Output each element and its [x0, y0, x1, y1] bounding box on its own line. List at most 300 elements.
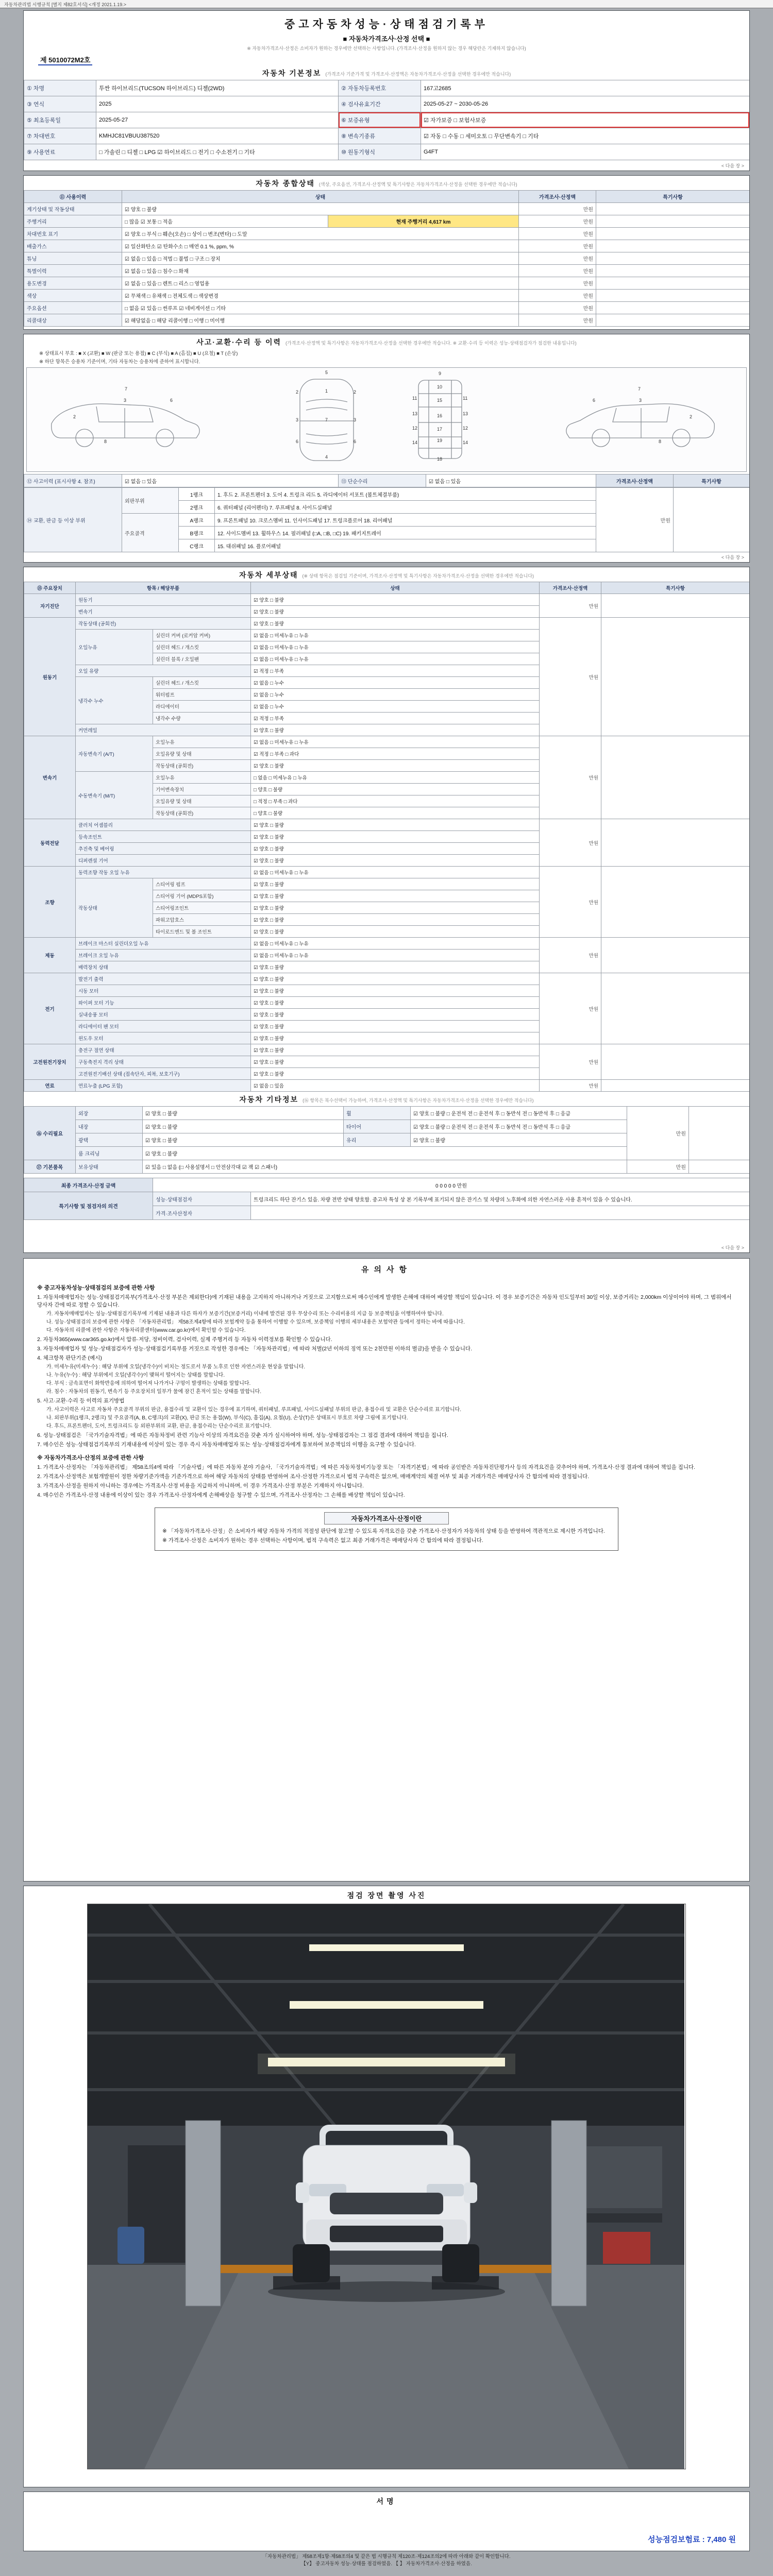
table-cell	[596, 314, 750, 327]
plate-no-value: 167고2685	[421, 80, 750, 96]
svg-text:6: 6	[593, 398, 596, 403]
car-damage-diagram	[26, 367, 747, 472]
table-cell: 자동변속기 (A/T)	[76, 736, 153, 772]
table-cell	[601, 1080, 750, 1092]
table-cell[interactable]: ☑ 양호 □ 불량	[143, 1147, 627, 1160]
exchange-panel-label: ⑭ 교환, 판금 등 이상 부위	[24, 488, 122, 552]
table-cell: 만원	[596, 488, 674, 552]
transmission-checkboxes[interactable]: ☑ 자동 □ 수동 □ 세미오토 □ 무단변속기 □ 기타	[421, 128, 750, 144]
svg-text:13: 13	[412, 411, 418, 416]
table-cell: ⑩ 원동기형식	[339, 144, 421, 160]
label-car-name: ① 차명	[24, 80, 96, 96]
table-cell	[601, 736, 750, 819]
table-cell: 배출가스	[24, 240, 122, 252]
table-cell: 계기상태 및 작동상태	[24, 203, 122, 215]
notice-line: 나. 성능·상태점검의 보증에 관한 사항은 「자동차관리법」 제58조제4항에 따라 보험계약 등을 통하여 이행할 수 있으며, 보증책임 이행의 세부내용은 보험약관 등에서 정하는 바에 따릅니다.	[46, 1319, 465, 1325]
table-cell[interactable]: ☑ 양호 □ 불량	[251, 1009, 540, 1021]
next-page-marker: < 다음 장 >	[721, 1245, 744, 1250]
column-header-cell: 항목 / 해당부품	[76, 582, 251, 594]
svg-text:8: 8	[104, 439, 107, 444]
table-cell: 만원	[519, 228, 596, 240]
overall-note: (색상, 주요옵션, 가격조사·산정액 및 특기사항은 자동차가격조사·산정을 선택한 경우에만 적습니다)	[318, 182, 517, 187]
notice-line: 4. 체크항목 판단기준 (예시)	[37, 1355, 102, 1361]
svg-text:3: 3	[124, 398, 127, 403]
notice-line: ※ 「자동차가격조사·산정」은 소비자가 해당 자동차 가격의 적절성 판단에 참고할 수 있도록 자격요건을 갖춘 가격조사·산정자가 자동차의 상태 등을 반영하여 객관적으로 제시한 가격입니다.	[162, 1528, 605, 1534]
price-survey-select-banner: ■ 자동차가격조사·산정 선택 ■	[343, 35, 430, 43]
table-cell: 광택	[76, 1133, 143, 1147]
table-cell[interactable]: ☑ 양호 □ 불량	[143, 1120, 344, 1133]
table-cell: 충전구 절연 상태	[76, 1044, 251, 1056]
special-history-checkboxes[interactable]: ☑ 없음 □ 있음 □ 침수 □ 화재	[122, 265, 519, 277]
table-cell[interactable]: ☑ 양호 □ 불량	[251, 594, 540, 606]
table-cell: 만원	[519, 265, 596, 277]
table-cell[interactable]: ☑ 없음 □ 미세누유 □ 누유	[251, 867, 540, 878]
table-cell: 용도변경	[24, 277, 122, 290]
inspection-photo	[87, 1904, 686, 2469]
footer-legal-text	[23, 2553, 750, 2568]
table-cell: 만원	[627, 1160, 689, 1174]
table-cell	[596, 240, 750, 252]
table-cell[interactable]: ☑ 양호 □ 불량	[251, 831, 540, 843]
table-cell[interactable]: ☑ 없음 □ 미세누유 □ 누유	[251, 950, 540, 961]
odometer-value: 현재 주행거리 4,617 km	[328, 215, 519, 228]
price-survey-info-title: 자동차가격조사·산정이란	[324, 1512, 449, 1524]
svg-text:4: 4	[325, 454, 328, 460]
form-reference-strip: 자동차관리법 시행규칙 [별지 제82호서식] <개정 2021.1.19.>	[0, 0, 773, 8]
table-cell	[596, 203, 750, 215]
table-cell: 오일 유량	[76, 665, 251, 677]
table-cell[interactable]: ☑ 없음 □ 미세누유 □ 누유	[251, 641, 540, 653]
table-cell[interactable]: □ 양호 □ 불량	[251, 807, 540, 819]
table-cell[interactable]: ☑ 양호 □ 불량	[251, 1044, 540, 1056]
notice-line: 7. 매수인은 성능·상태점검기록부의 기재내용에 이상이 있는 경우 즉시 자동차매매업자 또는 성능·상태점검자에게 통보하여 보증책임의 이행을 요구할 수 있습니다.	[37, 1442, 416, 1448]
table-cell[interactable]: ☑ 양호 □ 불량	[251, 760, 540, 772]
table-cell: 실내송풍 모터	[76, 1009, 251, 1021]
accident-history-panel	[23, 334, 750, 563]
notice-line: 가. 미세누유(미세누수) : 해당 부위에 오일(냉각수)이 비치는 정도로서 부품 노후로 인한 자연스러운 현상을 말합니다.	[46, 1364, 306, 1370]
table-cell: 등속조인트	[76, 831, 251, 843]
table-cell: 수동변속기 (M/T)	[76, 772, 153, 819]
usage-change-checkboxes[interactable]: ☑ 없음 □ 있음 □ 렌트 □ 리스 □ 영업용	[122, 277, 519, 290]
car-top-frame-view	[418, 380, 462, 459]
table-cell: 실린더 블록 / 오일팬	[153, 653, 251, 665]
emission-checkboxes[interactable]: ☑ 일산화탄소 ☑ 탄화수소 □ 매연 0.1 %, ppm, %	[122, 240, 519, 252]
svg-text:2: 2	[73, 414, 76, 419]
notice-line: 6. 성능·상태점검은 「국가기술자격법」에 따른 자동차정비 관련 기능사 이상의 자격요건을 갖춘 자가 실시하여야 하며, 성능·상태점검자는 그 점검 결과에 대하여 책임을 집니다.	[37, 1432, 448, 1438]
table-cell: ⑧ 변속기종류	[339, 128, 421, 144]
table-cell[interactable]: □ 양호 □ 불량	[251, 784, 540, 795]
svg-text:7: 7	[325, 417, 328, 422]
table-cell[interactable]: ☑ 없음 □ 누수	[251, 677, 540, 689]
table-cell	[596, 302, 750, 314]
photo-panel	[23, 1886, 750, 2487]
svg-text:2: 2	[354, 389, 357, 395]
option-checkboxes[interactable]: □ 없음 ☑ 있음 □ 썬루프 ☑ 네비게이션 □ 기타	[122, 302, 519, 314]
table-cell: 만원	[519, 314, 596, 327]
table-cell[interactable]: ☑ 없음 □ 미세누유 □ 누유	[251, 630, 540, 641]
svg-text:8: 8	[659, 439, 662, 444]
document-number: 제 5010072M2호	[24, 52, 749, 65]
inspection-period-value: 2025-05-27 ~ 2030-05-26	[421, 96, 750, 112]
column-header-cell: 특기사항	[601, 582, 750, 594]
svg-text:2: 2	[296, 389, 299, 395]
inspection-photo-svg	[88, 1904, 684, 2469]
table-cell	[601, 819, 750, 867]
table-cell: 주요옵션	[24, 302, 122, 314]
table-cell[interactable]: ☑ 없음 □ 있음	[251, 1080, 540, 1092]
basic-info-note: (가격조사 기준가격 및 가격조사·산정액은 자동차가격조사·산정을 선택한 경우에만 적습니다)	[325, 72, 511, 77]
table-cell: 연료누출 (LPG 포함)	[76, 1080, 251, 1092]
basic-info-title: 자동차 기본정보	[262, 69, 322, 77]
table-cell: 실린더 헤드 / 개스킷	[153, 677, 251, 689]
svg-text:14: 14	[412, 440, 418, 445]
svg-text:1: 1	[325, 388, 328, 394]
notice-line: 1. 자동차매매업자는 성능·상태점검기록부(가격조사·산정 부분은 제외한다)에 기재된 내용을 고지하지 아니하거나 거짓으로 고지함으로써 매수인에게 발생한 손해에 대하여 배상할 책임이 있습니다. 이 경우 보증기간은 자동차 인도일부터 30일 이상, 보증거리는 2,000km 이상이어야 하며, 그 범위에서 당사자 간에 따로 정할 수 있습니다.	[37, 1294, 732, 1308]
table-cell[interactable]: ☑ 양호 □ 불량	[143, 1107, 344, 1120]
notice-line: 나. 누유(누수) : 해당 부위에서 오일(냉각수)이 맺혀서 떨어지는 상태를 말합니다.	[46, 1372, 225, 1378]
svg-text:11: 11	[412, 396, 417, 401]
table-cell: 기어변속장치	[153, 784, 251, 795]
notice-line: 나. 외판부위(1랭크, 2랭크) 및 주요골격(A, B, C랭크)의 교환(X), 판금 또는 용접(W), 부식(C), 흠집(A), 요철(U), 손상(T)은 상태표시 부호로 차량 그림에 표기합니다.	[46, 1415, 408, 1421]
table-cell[interactable]: ☑ 양호 □ 불량	[251, 1021, 540, 1032]
car-side-right-view	[566, 404, 714, 447]
table-cell[interactable]: ☑ 양호 □ 불량	[251, 855, 540, 867]
svg-text:3: 3	[354, 417, 357, 422]
table-cell: 고전원전기배선 상태 (접속단자, 피복, 보호기구)	[76, 1068, 251, 1080]
etc-note: (⑯ 항목은 복수선택이 가능하며, 가격조사·산정액 및 특기사항은 자동차가격조사·산정을 선택한 경우에만 적습니다)	[303, 1098, 534, 1103]
table-cell[interactable]: ☑ 없음 □ 미세누유 □ 누유	[251, 736, 540, 748]
table-cell: 룸 크리닝	[76, 1147, 143, 1160]
mileage-level-checkboxes[interactable]: □ 많음 ☑ 보통 □ 적음	[122, 215, 328, 228]
first-reg-date-value: 2025-05-27	[96, 112, 339, 128]
table-cell: 차대번호 표기	[24, 228, 122, 240]
basic-info-table	[24, 80, 750, 160]
table-cell: 만원	[540, 938, 601, 973]
notice-line: 3. 가격조사·산정을 원하지 아니하는 경우에는 가격조사·산정 비용을 지급하지 아니하며, 이 경우 가격조사·산정 부분은 기재하지 아니합니다.	[37, 1483, 364, 1489]
table-cell: 고전원전기장치	[24, 1044, 76, 1080]
table-cell: 내장	[76, 1120, 143, 1133]
table-cell: 외판부위	[122, 488, 179, 514]
table-cell	[596, 290, 750, 302]
table-cell[interactable]: ☑ 양호 □ 불량	[251, 902, 540, 914]
table-cell: ⑨ 사용연료	[24, 144, 96, 160]
table-cell[interactable]: ☑ 양호 □ 불량	[251, 1056, 540, 1068]
table-cell: 만원	[519, 290, 596, 302]
table-cell: 특별이력	[24, 265, 122, 277]
svg-text:6: 6	[296, 439, 299, 444]
table-cell: 튜닝	[24, 252, 122, 265]
table-cell: 작동상태 (공회전)	[76, 618, 251, 630]
notice-panel	[23, 1258, 750, 1882]
detail-condition-table	[24, 582, 750, 1092]
table-cell: 작동상태 (공회전)	[153, 807, 251, 819]
footer-line1: 「자동차관리법」 제58조제1항·제58조의4 및 같은 법 시행규칙 제120조·제124조의2에 따라 아래와 같이 확인합니다.	[262, 2554, 511, 2560]
table-cell: 2랭크	[179, 501, 215, 514]
table-cell[interactable]: □ 없음 □ 미세누유 □ 누유	[251, 772, 540, 784]
table-cell: 변속기	[24, 736, 76, 819]
table-cell: 만원	[540, 973, 601, 1044]
svg-text:7: 7	[125, 386, 128, 392]
table-cell: 만원	[540, 819, 601, 867]
inspector-opinion-text: 트렁크리드 하단 잔기스 있음. 차량 전반 상태 양호함. 중고차 특성 상 본 기록부에 표기되지 않은 잔기스 및 차량의 노후화에 의한 자연스러운 사용 흔적이 있을 수 있습니다.	[251, 1192, 750, 1206]
next-page-marker: < 다음 장 >	[721, 163, 744, 168]
table-cell[interactable]: ☑ 없음 □ 누수	[251, 701, 540, 713]
overall-title: 자동차 종합상태	[256, 179, 315, 188]
notice-line: 가. 자동차매매업자는 성능·상태점검기록부에 기재된 내용과 다른 하자가 보증기간(보증거리) 이내에 발견된 경우 무상수리 또는 수리비용의 지급 등 보증책임을 이행하여야 합니다.	[46, 1311, 444, 1317]
table-cell: 윈도우 모터	[76, 1032, 251, 1044]
notice-line: 3. 자동차매매업자 및 성능·상태점검자가 성능·상태점검기록부를 거짓으로 작성한 경우에는 「자동차관리법」에 따라 처벌(2년 이하의 징역 또는 2천만원 이하의 벌금)을 받을 수 있습니다.	[37, 1346, 473, 1352]
table-cell[interactable]: □ 적정 □ 부족 □ 과다	[251, 795, 540, 807]
notice-body	[24, 1283, 749, 1499]
frame-rankA-items[interactable]: 9. 프론트패널 10. 크로스멤버 11. 인사이드패널 17. 트렁크플로어 18. 리어패널	[215, 514, 596, 527]
svg-text:3: 3	[639, 398, 642, 403]
table-cell[interactable]: ☑ 양호 □ 불량	[251, 1068, 540, 1080]
outer-rank1-items[interactable]: 1. 후드 2. 프론트펜더 3. 도어 4. 트렁크 리드 5. 라디에이터 서포트 (볼트체결부품)	[215, 488, 596, 501]
table-cell: 전기	[24, 973, 76, 1044]
table-cell: 만원	[627, 1107, 689, 1160]
table-cell	[596, 277, 750, 290]
table-cell[interactable]: ☑ 양호 □ 불량	[251, 724, 540, 736]
table-cell	[601, 1044, 750, 1080]
table-cell[interactable]: ☑ 양호 □ 불량	[251, 1032, 540, 1044]
detail-note: (※ 상태 항목은 점검일 기준이며, 가격조사·산정액 및 특기사항은 자동차가격조사·산정을 선택한 경우에만 적습니다)	[302, 573, 534, 579]
table-cell[interactable]: ☑ 양호 □ 불량 □ 운전석 전 □ 운전석 후 □ 동반석 전 □ 동반석 후 □ 응급	[411, 1107, 627, 1120]
table-cell[interactable]: ☑ 양호 □ 불량	[251, 973, 540, 985]
table-cell: 파워고압호스	[153, 914, 251, 926]
engine-type-value: G4FT	[421, 144, 750, 160]
car-side-left-view	[52, 404, 199, 447]
table-cell: 1랭크	[179, 488, 215, 501]
table-cell: B랭크	[179, 527, 215, 539]
column-header-cell: 특기사항	[596, 191, 750, 203]
next-page-marker: < 다음 장 >	[721, 555, 744, 560]
svg-text:6: 6	[170, 398, 173, 403]
table-cell	[674, 488, 750, 552]
warranty-type-checkboxes[interactable]: ☑ 자가보증 □ 보험사보증	[421, 112, 750, 128]
table-cell	[601, 938, 750, 973]
table-cell	[601, 594, 750, 618]
table-cell: 연료	[24, 1080, 76, 1092]
notice-heading: ※ 자동차가격조사·산정의 보증에 관한 사항	[37, 1455, 144, 1461]
column-header-cell: ⑪ 사용이력	[24, 191, 122, 203]
final-price-table	[24, 1178, 750, 1220]
meter-status-checkboxes[interactable]: ☑ 양호 □ 불량	[122, 203, 519, 215]
table-cell: 커먼레일	[76, 724, 251, 736]
table-cell	[689, 1160, 750, 1174]
table-cell[interactable]: ☑ 양호 □ 불량	[251, 985, 540, 997]
column-header-cell: 가격조사·산정액	[596, 474, 674, 487]
table-cell: 오일누유	[76, 630, 153, 665]
table-cell[interactable]: ☑ 양호 □ 불량	[251, 890, 540, 902]
svg-text:18: 18	[437, 456, 443, 462]
table-cell[interactable]: ☑ 없음 □ 미세누유 □ 누유	[251, 653, 540, 665]
column-header-cell: 가격조사·산정액	[540, 582, 601, 594]
table-cell[interactable]: ☑ 양호 □ 불량	[143, 1133, 344, 1147]
table-cell[interactable]: ☑ 없음 □ 누수	[251, 689, 540, 701]
table-cell[interactable]: ☑ 양호 □ 불량	[251, 997, 540, 1009]
header-panel	[23, 10, 750, 171]
table-cell[interactable]: ☑ 양호 □ 불량	[251, 878, 540, 890]
notice-line: 2. 가격조사·산정액은 보험개발원이 정한 차량기준가액을 기준가격으로 하여 해당 자동차의 상태를 반영하여 조사·산정한 가격으로서 법적 구속력은 없으며, 매매계약의 체결 여부 및 최종 거래가격은 매매당사자 간 합의에 따라 결정됩니다.	[37, 1473, 590, 1480]
table-cell: 냉각수 누수	[76, 677, 153, 724]
notice-line: 다. 후드, 프론트펜더, 도어, 트렁크리드 등 외판부위의 교환, 판금, 용접수리는 단순수리로 표기합니다.	[46, 1423, 272, 1429]
table-cell: 동력전달	[24, 819, 76, 867]
table-cell[interactable]: ☑ 있음 □ 없음 (□ 사용설명서 □ 안전삼각대 ☑ 잭 ☑ 스패너)	[143, 1160, 627, 1174]
table-cell[interactable]: ☑ 적정 □ 부족	[251, 665, 540, 677]
photo-section-title: 점검 장면 촬영 사진	[347, 1891, 426, 1900]
table-cell: 실린더 커버 (로커암 커버)	[153, 630, 251, 641]
svg-text:9: 9	[439, 371, 442, 376]
table-cell: 라디에이터 팬 모터	[76, 1021, 251, 1032]
vin-mark-checkboxes[interactable]: ☑ 양호 □ 부식 □ 훼손(오손) □ 상이 □ 변조(변타) □ 도말	[122, 228, 519, 240]
column-header-cell: 상태	[122, 191, 519, 203]
table-cell: 오일누유	[153, 772, 251, 784]
svg-text:17: 17	[437, 427, 443, 432]
table-cell: 디퍼렌셜 기어	[76, 855, 251, 867]
table-cell: 조향	[24, 867, 76, 938]
table-cell: 타이어	[344, 1120, 411, 1133]
table-cell: A랭크	[179, 514, 215, 527]
table-cell: 자기진단	[24, 594, 76, 618]
table-cell	[596, 215, 750, 228]
recall-checkboxes[interactable]: ☑ 해당없음 □ 해당 리콜이행 □ 이행 □ 미이행	[122, 314, 519, 327]
column-header-cell: 가격조사·산정액	[519, 191, 596, 203]
table-cell: 만원	[519, 240, 596, 252]
notice-line: ※ 가격조사·산정은 소비자가 원하는 경우 선택하는 사항이며, 법적 구속력은 없고 최종 거래가격은 매매당사자 간 합의에 따라 결정됩니다.	[162, 1537, 483, 1544]
table-cell[interactable]: ☑ 양호 □ 불량	[251, 914, 540, 926]
table-cell[interactable]: ☑ 양호 □ 불량	[251, 618, 540, 630]
table-cell: 만원	[540, 867, 601, 938]
table-cell: 만원	[540, 736, 601, 819]
table-cell: 변속기	[76, 606, 251, 618]
table-cell[interactable]: ☑ 양호 □ 불량	[411, 1133, 627, 1147]
table-cell[interactable]: ☑ 적정 □ 부족 □ 과다	[251, 748, 540, 760]
notice-line: 1. 가격조사·산정자는 「자동차관리법」 제58조의4에 따라 「기술사법」에 따른 자동차 분야 기술사, 「국가기술자격법」에 따른 자동차정비기능장 또는 「자격기본법」에 따라 공인받은 자동차진단평가사 등의 자격요건을 갖추어야 하며, 가격조사·산정 결과에 대하여 책임을 집니다.	[37, 1464, 696, 1470]
table-cell: 만원	[519, 277, 596, 290]
table-cell	[601, 973, 750, 1044]
table-cell[interactable]: ☑ 없음 □ 미세누유 □ 누유	[251, 938, 540, 950]
table-cell: ⑤ 최초등록일	[24, 112, 96, 128]
notice-title: 유의사항	[361, 1265, 412, 1274]
tuning-checkboxes[interactable]: ☑ 없음 □ 있음 □ 적법 □ 불법 □ 구조 □ 장치	[122, 252, 519, 265]
notice-line: 라. 침수 : 자동차의 원동기, 변속기 등 주요장치의 일부가 물에 잠긴 흔적이 있는 상태를 말합니다.	[46, 1389, 262, 1395]
column-header-cell: 상태	[251, 582, 540, 594]
car-name-value: 투싼 하이브리드(TUCSON 하이브리드) 디젤(2WD)	[96, 80, 339, 96]
table-cell[interactable]: ☑ 양호 □ 불량	[251, 606, 540, 618]
table-cell: 오일유량 및 상태	[153, 795, 251, 807]
svg-text:11: 11	[463, 396, 468, 401]
fuel-checkboxes[interactable]: □ 가솔린 □ 디젤 □ LPG ☑ 하이브리드 □ 전기 □ 수소전기 □ 기타	[96, 144, 339, 160]
svg-text:14: 14	[463, 440, 468, 445]
table-cell: 배력장치 상태	[76, 961, 251, 973]
table-cell: 구동축전지 격리 상태	[76, 1056, 251, 1068]
table-cell: ⑦ 차대번호	[24, 128, 96, 144]
table-cell: 색상	[24, 290, 122, 302]
detail-condition-panel	[23, 567, 750, 1253]
outer-rank2-items[interactable]: 6. 쿼터패널 (리어펜더) 7. 루프패널 8. 사이드실패널	[215, 501, 596, 514]
car-diagram-svg	[27, 368, 746, 469]
table-cell: 작동상태	[76, 878, 153, 938]
table-cell: 주요골격	[122, 514, 179, 552]
table-cell: 만원	[519, 302, 596, 314]
etc-title: 자동차 기타정보	[239, 1095, 299, 1104]
table-cell: 가격·조사산정자	[153, 1206, 251, 1220]
table-cell	[596, 228, 750, 240]
column-header-cell: ⑮ 주요장치	[24, 582, 76, 594]
accident-history-checkboxes[interactable]: ☑ 없음 □ 있음	[122, 474, 339, 487]
column-header-cell: 특기사항	[674, 474, 750, 487]
table-cell[interactable]: ☑ 양호 □ 불량	[251, 819, 540, 831]
notice-line: 다. 부식 : 금속표면이 화학반응에 의하여 떨어져 나가거나 구멍이 발생하는 상태를 말합니다.	[46, 1381, 251, 1386]
table-cell: 스티어링조인트	[153, 902, 251, 914]
overall-condition-table	[24, 190, 750, 327]
table-cell: ④ 검사유효기간	[339, 96, 421, 112]
footer-line2: 【Y】 중고자동차 성능·상태를 점검하였음. 【 】 자동차가격조사·산정을 하였음.	[301, 2561, 472, 2567]
svg-text:6: 6	[354, 439, 357, 444]
frame-rankC-items[interactable]: 15. 대쉬패널 16. 플로어패널	[215, 539, 596, 552]
svg-text:5: 5	[325, 370, 328, 375]
table-cell: 만원	[540, 618, 601, 736]
simple-repair-checkboxes[interactable]: ☑ 없음 □ 있음	[426, 474, 596, 487]
svg-text:19: 19	[437, 438, 443, 443]
document-title: 중고자동차성능·상태점검기록부	[284, 19, 489, 30]
table-cell: ⑥ 보증유형	[339, 112, 421, 128]
table-cell: 만원	[540, 1080, 601, 1092]
table-cell: 타이로드엔드 및 볼 조인트	[153, 926, 251, 938]
document-header	[24, 11, 749, 52]
frame-rankB-items[interactable]: 12. 사이드멤버 13. 휠하우스 14. 필러패널 (□A, □B, □C) 19. 패키지트레이	[215, 527, 596, 539]
table-cell: 성능·상태점검자	[153, 1192, 251, 1206]
table-cell: 만원	[519, 215, 596, 228]
notice-line: 다. 자동차의 리콜에 관한 사항은 자동차리콜센터(www.car.go.kr)에서 확인할 수 있습니다.	[46, 1328, 246, 1333]
table-cell: 휠	[344, 1107, 411, 1120]
svg-text:13: 13	[463, 411, 468, 416]
table-cell[interactable]: ☑ 적정 □ 부족	[251, 713, 540, 724]
table-cell: 라디에이터	[153, 701, 251, 713]
table-cell[interactable]: ☑ 양호 □ 불량	[251, 926, 540, 938]
price-survey-note: ※ 자동차가격조사·산정은 소비자가 원하는 경우에만 선택하는 사항입니다. (가격조사·산정을 원하지 않는 경우 해당란은 기재하지 않습니다)	[247, 46, 526, 51]
color-checkboxes[interactable]: ☑ 무채색 □ 유채색 □ 전체도색 □ 색상변경	[122, 290, 519, 302]
table-cell: 리콜대상	[24, 314, 122, 327]
table-cell: 워터펌프	[153, 689, 251, 701]
table-cell	[601, 618, 750, 736]
table-cell: 스티어링 펌프	[153, 878, 251, 890]
table-cell	[601, 867, 750, 938]
notice-line: 2. 자동차365(www.car365.go.kr)에서 압류·저당, 정비이력, 검사이력, 실제 주행거리 등 자동차 이력정보를 확인할 수 있습니다.	[37, 1336, 332, 1343]
overall-condition-panel	[23, 175, 750, 330]
svg-text:16: 16	[437, 413, 443, 418]
table-cell	[596, 265, 750, 277]
notice-line: 4. 매수인은 가격조사·산정 내용에 이상이 있는 경우 가격조사·산정자에게 손해배상을 청구할 수 있으며, 가격조사·산정자는 그 손해를 배상할 책임이 있습니다.	[37, 1492, 405, 1498]
table-cell: 만원	[519, 252, 596, 265]
table-cell	[596, 252, 750, 265]
table-cell[interactable]: ☑ 양호 □ 불량 □ 운전석 전 □ 운전석 후 □ 동반석 전 □ 동반석 후 □ 응급	[411, 1120, 627, 1133]
state-symbol-legend: ※ 상태표시 부호 : ■ X (교환) ■ W (판금 또는 용접) ■ C (부식) ■ A (흠집) ■ U (요철) ■ T (손상)	[39, 351, 238, 357]
table-cell: 오일유량 및 상태	[153, 748, 251, 760]
table-cell: 브레이크 마스터 실린더오일 누유	[76, 938, 251, 950]
table-cell: 유리	[344, 1133, 411, 1147]
table-cell[interactable]: ☑ 양호 □ 불량	[251, 843, 540, 855]
svg-text:12: 12	[412, 426, 418, 431]
vehicle-basis-legend: ※ 하단 항목은 승용차 기준이며, 기타 자동차는 승용차에 준하여 표시합니다.	[39, 359, 200, 365]
final-price-value: 0 0 0 0 0 만원	[153, 1178, 750, 1192]
table-cell: 클러치 어셈블리	[76, 819, 251, 831]
table-cell: 제동	[24, 938, 76, 973]
table-cell: C랭크	[179, 539, 215, 552]
table-cell: 동력조향 작동 오일 누유	[76, 867, 251, 878]
svg-text:3: 3	[296, 417, 299, 422]
table-cell[interactable]: ☑ 양호 □ 불량	[251, 961, 540, 973]
